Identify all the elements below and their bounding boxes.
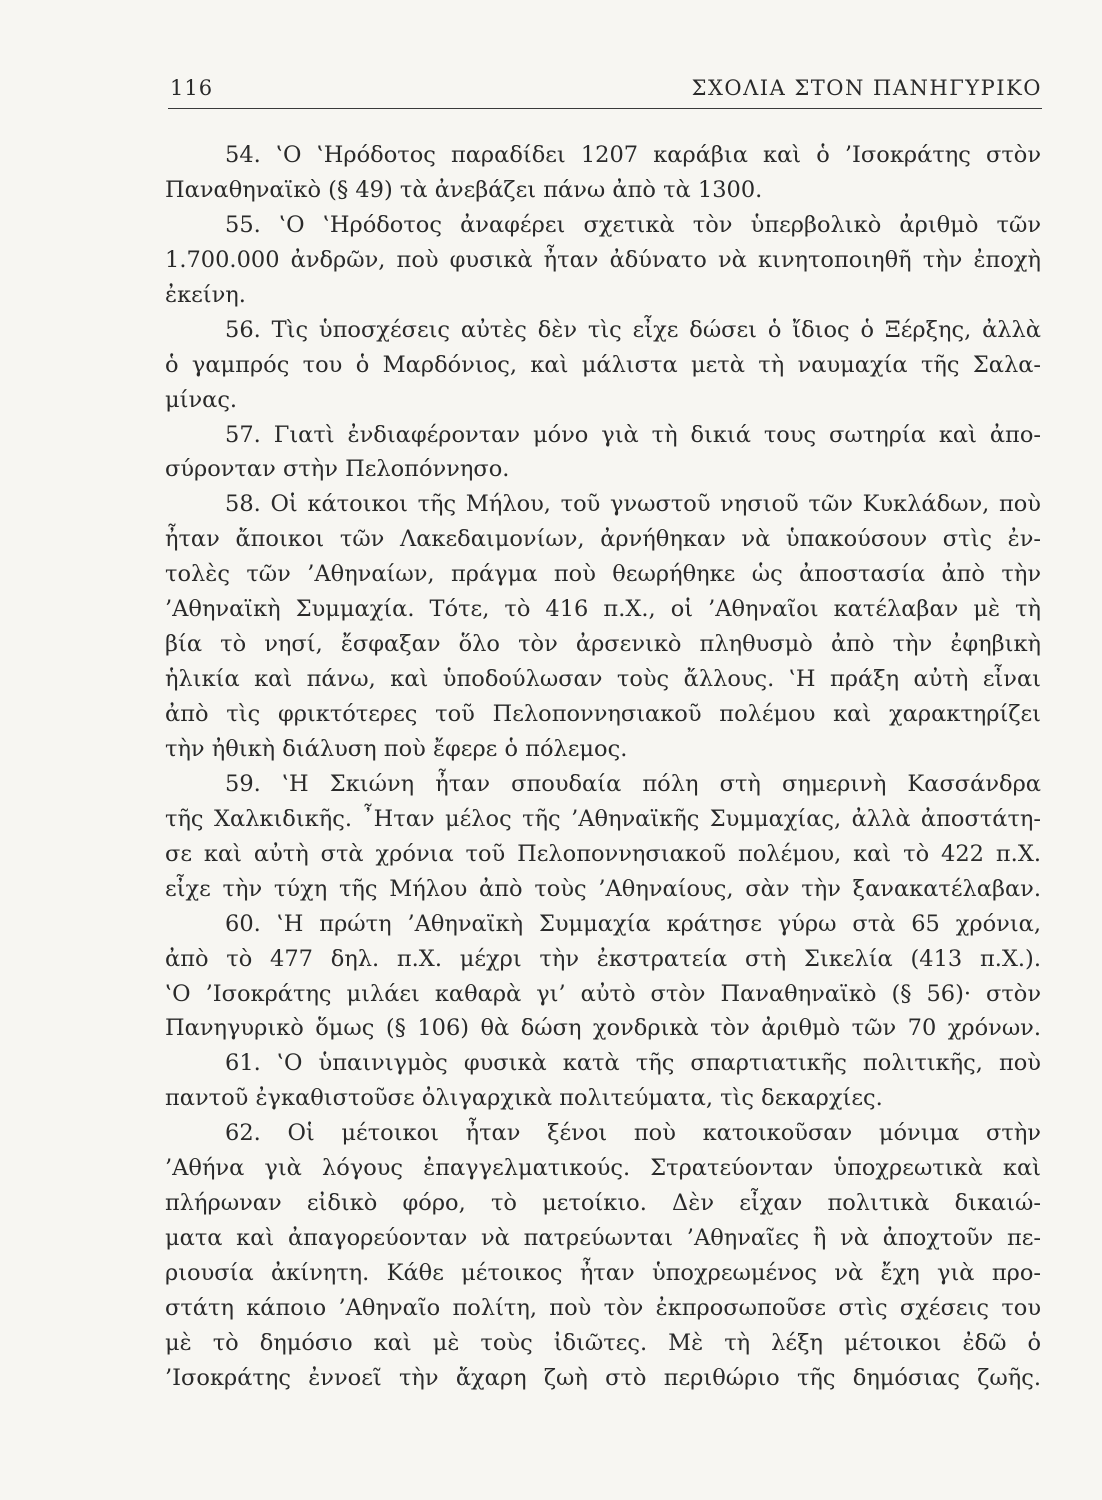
text-line: 56. Τὶς ὑποσχέσεις αὐτὲς δὲν τὶς εἶχε δώσει ὁ ἴδιος ὁ Ξέρξης, ἀλλὰ [225,316,1041,343]
text-line: σύρονταν στὴν Πελοπόννησο. [165,456,510,483]
text-line: ἀπὸ τὶς φρικτότερες τοῦ Πελοποννησιακοῦ πολέμου καὶ χαρακτηρίζει [165,701,1041,727]
text-line: 57. Γιατὶ ἐνδιαφέρονταν μόνο γιὰ τὴ δικιά τους σωτηρία καὶ ἀπο- [225,421,1041,448]
text-line: 62. Οἱ μέτοικοι ἦταν ξένοι ποὺ κατοικοῦσαν μόνιμα στὴν [225,1120,1041,1147]
text-line: ’Αθηναϊκὴ Συμμαχία. Τότε, τὸ 416 π.Χ., οἱ ’Αθηναῖοι κατέλαβαν μὲ τὴ [165,596,1041,623]
text-line: ματα καὶ ἀπαγορεύονταν νὰ πατρεύωνται ’Αθηναῖες ἢ νὰ ἀποχτοῦν πε- [165,1225,1041,1252]
text-line: ’Ισοκράτης ἐννοεῖ τὴν ἄχαρη ζωὴ στὸ περιθώριο τῆς δημόσιας ζωῆς. [165,1364,1041,1391]
text-line: Πανηγυρικὸ ὅμως (§ 106) θὰ δώση χονδρικὰ τὸν ἀριθμὸ τῶν 70 χρόνων. [165,1015,1041,1042]
text-line: 55. ‛Ο ‛Ηρόδοτος ἀναφέρει σχετικὰ τὸν ὑπερβολικὸ ἀριθμὸ τῶν [225,211,1041,238]
running-title: ΣΧΟΛΙΑ ΣΤΟΝ ΠΑΝΗΓΥΡΙΚΟ [691,76,1042,100]
text-line: 54. ‛Ο ‛Ηρόδοτος παραδίδει 1207 καράβια καὶ ὁ ’Ισοκράτης στὸν [225,142,1041,168]
text-line: ὁ γαμπρός του ὁ Μαρδόνιος, καὶ μάλιστα μετὰ τὴ ναυμαχία τῆς Σαλα- [165,351,1041,378]
page-number: 116 [170,76,214,100]
notes-body [165,138,1041,1396]
text-line: ἡλικία καὶ πάνω, καὶ ὑποδούλωσαν τοὺς ἄλλους. ‛Η πράξη αὐτὴ εἶναι [165,666,1041,693]
text-line: τολὲς τῶν ’Αθηναίων, πράγμα ποὺ θεωρήθηκε ὡς ἀποστασία ἀπὸ τὴν [165,561,1041,588]
text-line: ἐκείνη. [165,281,246,308]
text-line: 60. ‛Η πρώτη ’Αθηναϊκὴ Συμμαχία κράτησε γύρω στὰ 65 χρόνια, [225,910,1041,937]
page-header [168,72,1042,109]
text-line: 58. Οἱ κάτοικοι τῆς Μήλου, τοῦ γνωστοῦ νησιοῦ τῶν Κυκλάδων, ποὺ [225,491,1041,518]
text-line: στάτη κάποιο ’Αθηναῖο πολίτη, ποὺ τὸν ἐκπροσωποῦσε στὶς σχέσεις του [165,1294,1041,1321]
text-line: ἦταν ἄποικοι τῶν Λακεδαιμονίων, ἀρνήθηκαν νὰ ὑπακούσουν στὶς ἐν- [165,526,1041,553]
text-line: 61. ‛Ο ὑπαινιγμὸς φυσικὰ κατὰ τῆς σπαρτιατικῆς πολιτικῆς, ποὺ [225,1050,1041,1077]
text-line: ἀπὸ τὸ 477 δηλ. π.Χ. μέχρι τὴν ἐκστρατεία στὴ Σικελία (413 π.Χ.). [165,945,1041,972]
text-line: παντοῦ ἐγκαθιστοῦσε ὀλιγαρχικὰ πολιτεύματα, τὶς δεκαρχίες. [165,1085,883,1112]
text-line: βία τὸ νησί, ἔσφαξαν ὅλο τὸν ἀρσενικὸ πληθυσμὸ ἀπὸ τὴν ἐφηβικὴ [165,631,1041,658]
text-line: εἶχε τὴν τύχη τῆς Μήλου ἀπὸ τοὺς ’Αθηναίους, σὰν τὴν ξανακατέλαβαν. [165,875,1041,902]
text-line: σε καὶ αὐτὴ στὰ χρόνια τοῦ Πελοποννησιακοῦ πολέμου, καὶ τὸ 422 π.Χ. [165,840,1041,867]
text-line: ‛Ο ’Ισοκράτης μιλάει καθαρὰ γι’ αὐτὸ στὸν Παναθηναϊκὸ (§ 56)· στὸν [165,980,1041,1007]
text-line: 1.700.000 ἀνδρῶν, ποὺ φυσικὰ ἦταν ἀδύνατο νὰ κινητοποιηθῆ τὴν ἐποχὴ [165,246,1041,273]
text-line: ’Αθήνα γιὰ λόγους ἐπαγγελματικούς. Στρατεύονταν ὑποχρεωτικὰ καὶ [165,1155,1041,1182]
text-line: μὲ τὸ δημόσιο καὶ μὲ τοὺς ἰδιῶτες. Μὲ τὴ λέξη μέτοικοι ἐδῶ ὁ [165,1329,1041,1356]
text-line: Παναθηναϊκὸ (§ 49) τὰ ἀνεβάζει πάνω ἀπὸ τὰ 1300. [165,176,763,203]
text-line: 59. ‛Η Σκιώνη ἦταν σπουδαία πόλη στὴ σημερινὴ Κασσάνδρα [225,770,1041,797]
text-line: πλήρωναν εἰδικὸ φόρο, τὸ μετοίκιο. Δὲν εἶχαν πολιτικὰ δικαιώ- [165,1190,1041,1217]
text-line: τῆς Χαλκιδικῆς. ῏Ηταν μέλος τῆς ’Αθηναϊκῆς Συμμαχίας, ἀλλὰ ἀποστάτη- [165,805,1041,832]
text-line: ριουσία ἀκίνητη. Κάθε μέτοικος ἦταν ὑποχρεωμένος νὰ ἔχη γιὰ προ- [165,1260,1041,1286]
text-line: τὴν ἠθικὴ διάλυση ποὺ ἔφερε ὁ πόλεμος. [165,735,628,762]
text-line: μίνας. [165,386,238,413]
